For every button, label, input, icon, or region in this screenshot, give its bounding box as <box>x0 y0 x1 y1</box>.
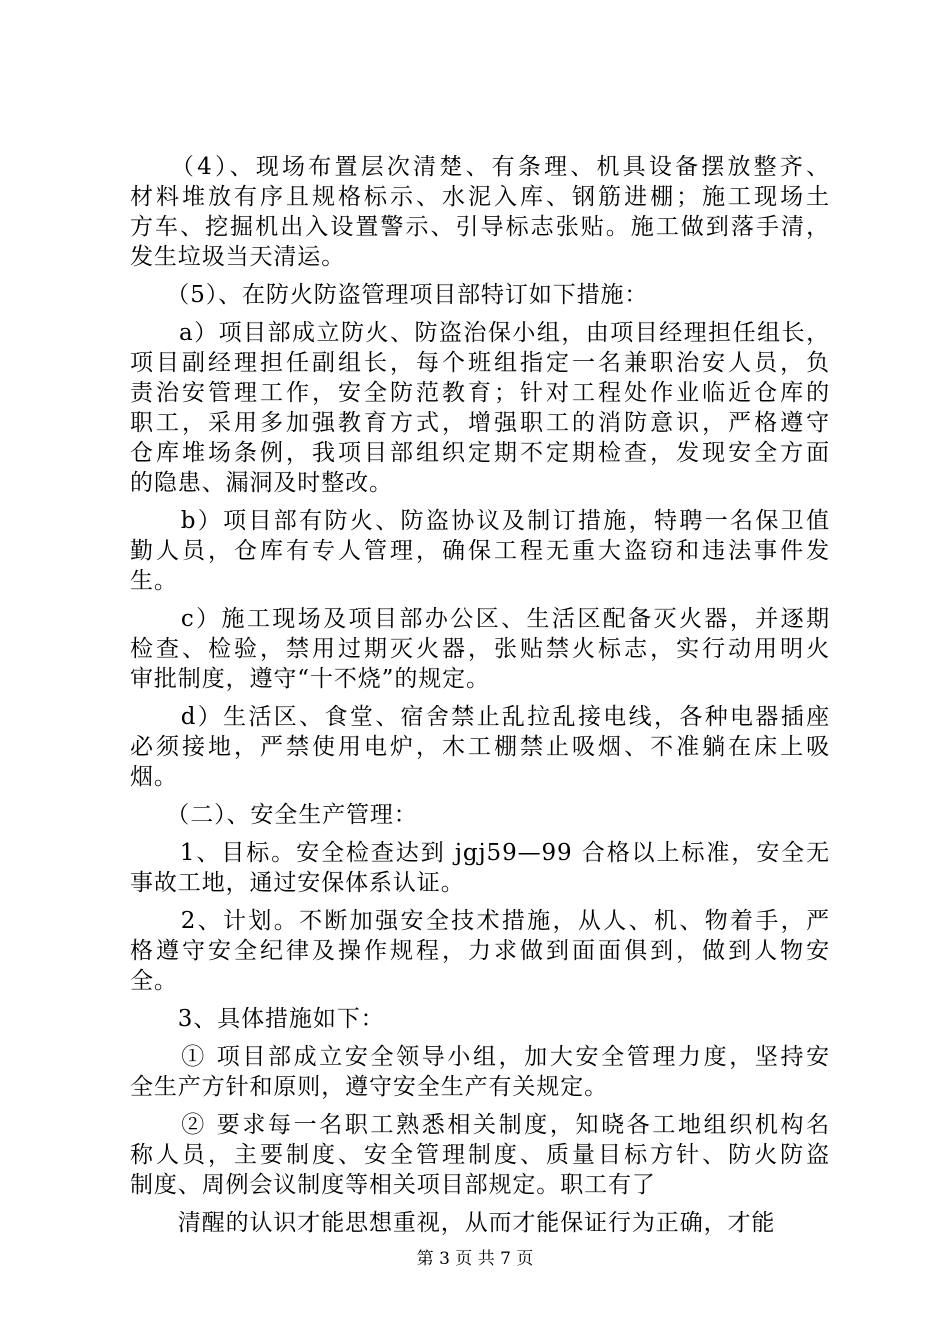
paragraph <box>130 800 830 830</box>
text-line: 制度、周例会议制度等相关项目部规定。职工有了 <box>130 1172 656 1198</box>
text-line: 检查、检验，禁用过期灭火器，张贴禁火标志，实行动用明火 <box>130 636 830 662</box>
text-line: 全生产方针和原则，遵守安全生产有关规定。 <box>130 1074 608 1100</box>
paragraph <box>130 702 830 792</box>
text-line: 事故工地，通过安保体系认证。 <box>130 870 465 896</box>
text-line: 清醒的认识才能思想重视，从而才能保证行为正确，才能 <box>130 1210 776 1236</box>
text-line: 全。 <box>130 968 178 994</box>
text-line: 2、计划。不断加强安全技术措施，从人、机、物着手，严 <box>130 908 830 934</box>
text-line: ② 要求每一名职工熟悉相关制度，知晓各工地组织机构名 <box>130 1112 830 1138</box>
text-line: 称人员，主要制度、安全管理制度、质量目标方针、防火防盗 <box>130 1142 830 1168</box>
text-line: c）施工现场及项目部办公区、生活区配备灭火器，并逐期 <box>130 606 830 632</box>
text-line: 职工，采用多加强教育方式，增强职工的消防意识，严格遵守 <box>130 410 830 436</box>
text-line: 发生垃圾当天清运。 <box>130 244 346 270</box>
text-line: 勤人员，仓库有专人管理，确保工程无重大盗窃和违法事件发 <box>130 538 830 564</box>
text-line: 材料堆放有序且规格标示、水泥入库、钢筋进棚；施工现场土 <box>130 184 830 210</box>
text-line: 必须接地，严禁使用电炉，木工棚禁止吸烟、不准躺在床上吸 <box>130 734 830 760</box>
text-line: 烟。 <box>130 764 178 790</box>
text-line: 格遵守安全纪律及操作规程，力求做到面面俱到，做到人物安 <box>130 938 830 964</box>
paragraph <box>130 318 830 498</box>
text-line: a）项目部成立防火、防盗治保小组，由项目经理担任组长， <box>130 320 830 346</box>
text-line: 项目副经理担任副组长，每个班组指定一名兼职治安人员，负 <box>130 350 830 376</box>
body-text <box>130 152 830 1238</box>
paragraph <box>130 280 830 310</box>
text-line: ① 项目部成立安全领导小组，加大安全管理力度，坚持安 <box>130 1044 830 1070</box>
paragraph <box>130 506 830 596</box>
text-line: 方车、挖掘机出入设置警示、引导标志张贴。施工做到落手清， <box>130 214 830 240</box>
text-line: d）生活区、食堂、宿舍禁止乱拉乱接电线，各种电器插座 <box>130 704 830 730</box>
paragraph <box>130 152 830 272</box>
text-line: 仓库堆场条例，我项目部组织定期不定期检查，发现安全方面 <box>130 440 830 466</box>
text-line: （二）、安全生产管理： <box>130 802 418 828</box>
paragraph <box>130 604 830 694</box>
page-footer: 第 3 页 共 7 页 <box>416 1249 534 1269</box>
paragraph <box>130 1004 830 1034</box>
paragraph <box>130 1208 830 1238</box>
text-line: b）项目部有防火、防盗协议及制订措施，特聘一名保卫值 <box>130 508 830 534</box>
text-line: 审批制度，遵守“十不烧”的规定。 <box>130 666 490 692</box>
text-line: 的隐患、漏洞及时整改。 <box>130 470 393 496</box>
text-line: 生。 <box>130 568 178 594</box>
text-line: 3、具体措施如下： <box>130 1006 385 1032</box>
text-line: 责治安管理工作，安全防范教育；针对工程处作业临近仓库的 <box>130 380 830 406</box>
paragraph <box>130 906 830 996</box>
paragraph <box>130 838 830 898</box>
paragraph <box>130 1042 830 1102</box>
text-line: （5）、在防火防盗管理项目部特订如下措施： <box>130 282 649 308</box>
text-line: 1、目标。安全检查达到 jgj59—99 合格以上标准，安全无 <box>130 840 830 866</box>
paragraph <box>130 1110 830 1200</box>
text-line: （4）、现场布置层次清楚、有条理、机具设备摆放整齐、 <box>130 154 830 180</box>
